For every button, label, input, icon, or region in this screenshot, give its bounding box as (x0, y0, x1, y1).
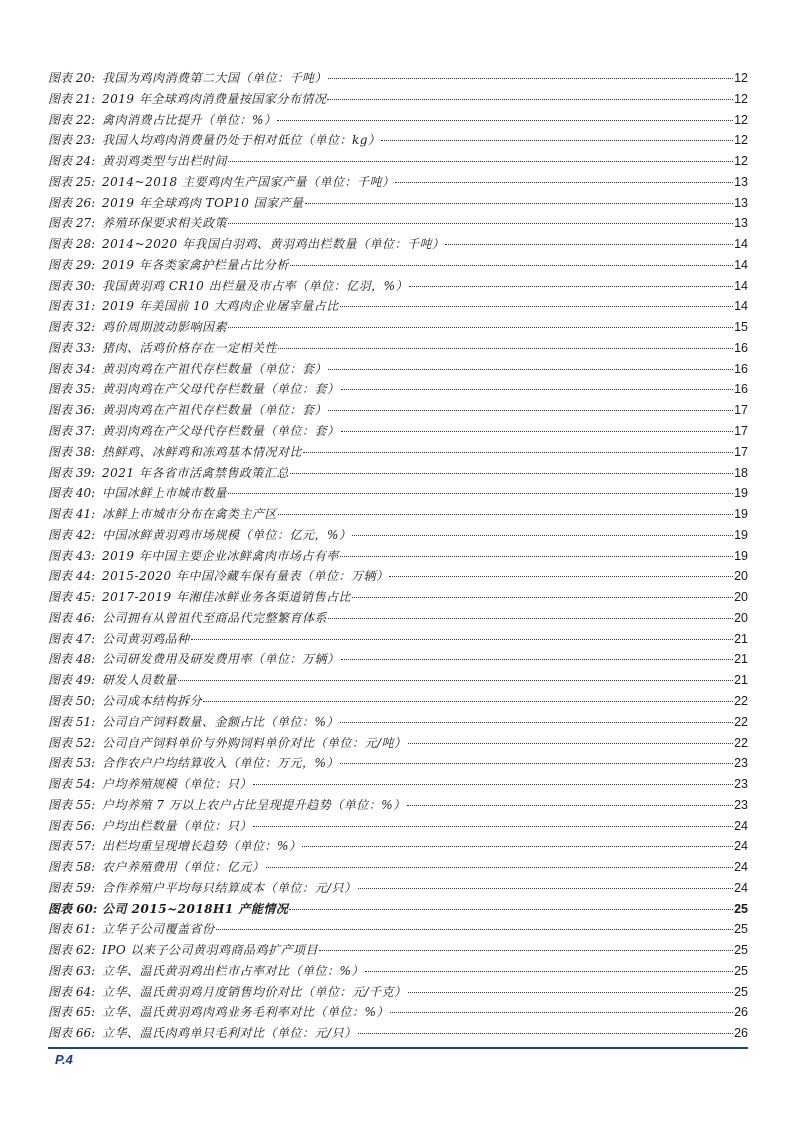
toc-entry-page: 15 (734, 320, 748, 335)
toc-entry[interactable] (48, 795, 748, 816)
toc-entry-label: 图表 20: (48, 71, 96, 85)
dot-leader (445, 244, 733, 245)
toc-entry-title: 公司研发费用及研发费用率（单位：万辆） (102, 652, 340, 667)
toc-entry-label: 图表 41: (48, 507, 96, 522)
toc-entry-title: 我国黄羽鸡 CR10 出栏量及市占率（单位：亿羽，%） (102, 278, 409, 293)
toc-entry[interactable] (48, 566, 748, 587)
toc-entry-label: 图表 32: (48, 320, 96, 335)
toc-entry-title: 冰鲜上市城市分布在禽类主产区 (102, 507, 278, 522)
dot-leader (191, 639, 733, 640)
dot-leader (340, 306, 733, 307)
toc-entry-label: 图表 27: (48, 216, 96, 231)
toc-entry-label: 图表 61: (48, 922, 96, 937)
dot-leader (358, 1033, 733, 1034)
toc-entry[interactable] (48, 670, 748, 691)
toc-entry[interactable] (48, 338, 748, 359)
footer-divider (48, 1047, 748, 1049)
toc-entry-label: 图表 39: (48, 465, 96, 480)
toc-entry-page: 21 (734, 673, 748, 688)
toc-entry-title: 立华、温氏黄羽鸡出栏市占率对比（单位：%） (102, 963, 364, 978)
dot-leader (408, 743, 733, 744)
dot-leader (178, 680, 733, 681)
toc-entry[interactable] (48, 172, 748, 193)
toc-entry-page: 13 (734, 195, 748, 210)
toc-entry-label: 图表 29: (48, 257, 96, 272)
dot-leader (303, 452, 733, 453)
toc-entry-page: 16 (734, 361, 748, 376)
toc-entry[interactable] (48, 255, 748, 276)
toc-entry[interactable] (48, 130, 748, 151)
dot-leader (302, 846, 733, 847)
dot-leader (328, 410, 733, 411)
dot-leader (341, 431, 733, 432)
toc-entry-label: 图表 35: (48, 382, 96, 397)
dot-leader (365, 971, 733, 972)
toc-entry-page: 12 (734, 133, 748, 148)
toc-entry[interactable] (48, 213, 748, 234)
toc-entry-page: 23 (734, 797, 748, 812)
toc-entry[interactable] (48, 359, 748, 380)
toc-entry-label: 图表 40: (48, 486, 96, 501)
toc-entry-page: 19 (734, 507, 748, 522)
toc-entry[interactable] (48, 1002, 748, 1023)
toc-entry-title: 公司自产饲料数量、金额占比（单位：%） (102, 714, 339, 729)
toc-entry-title: 2015-2020 年中国冷藏车保有量表（单位：万辆） (102, 569, 389, 584)
toc-entry[interactable] (48, 982, 748, 1003)
dot-leader (407, 805, 733, 806)
dot-leader (341, 659, 733, 660)
toc-entry-page: 20 (734, 569, 748, 584)
toc-entry-page: 22 (734, 693, 748, 708)
toc-entry[interactable] (48, 733, 748, 754)
toc-entry[interactable] (48, 940, 748, 961)
dot-leader (278, 514, 733, 515)
toc-entry-title: 立华、温氏黄羽鸡月度销售均价对比（单位：元/千克） (102, 984, 407, 999)
toc-entry[interactable] (48, 629, 748, 650)
toc-entry-page: 14 (734, 278, 748, 293)
toc-entry-page: 25 (734, 922, 748, 937)
dot-leader (290, 265, 733, 266)
toc-entry-page: 17 (734, 444, 748, 459)
toc-entry-label: 图表 36: (48, 403, 96, 418)
dot-leader (216, 929, 733, 930)
toc-entry-title: 立华子公司覆盖省份 (102, 922, 215, 937)
toc-entry-page: 13 (734, 216, 748, 231)
toc-entry-title: 公司自产饲料单价与外购饲料单价对比（单位：元/吨） (102, 735, 407, 750)
toc-entry-page: 16 (734, 382, 748, 397)
toc-entry-title: 黄羽鸡类型与出栏时间 (102, 154, 228, 169)
toc-entry-title: 2019 年美国前 10 大鸡肉企业屠宰量占比 (102, 299, 339, 314)
toc-entry-label: 图表 65: (48, 1005, 96, 1020)
toc-entry-title: 黄羽肉鸡在产父母代存栏数量（单位：套） (102, 382, 340, 397)
toc-entry-label: 图表 48: (48, 652, 96, 667)
toc-entry-label: 图表 24: (48, 154, 96, 169)
toc-entry-page: 12 (734, 71, 748, 85)
dot-leader (290, 473, 733, 474)
footer-page-number: P.4 (55, 1052, 73, 1067)
toc-entry[interactable] (48, 546, 748, 567)
toc-entry-title: 户均出栏数量（单位：只） (102, 818, 253, 833)
toc-entry-title: 黄羽肉鸡在产父母代存栏数量（单位：套） (102, 424, 340, 439)
table-of-figures (48, 68, 748, 1044)
toc-entry-page: 21 (734, 631, 748, 646)
toc-entry-page: 16 (734, 340, 748, 355)
toc-entry-page: 14 (734, 257, 748, 272)
toc-entry-title: 黄羽肉鸡在产祖代存栏数量（单位：套） (102, 361, 328, 376)
toc-entry-title: 2021 年各省市活禽禁售政策汇总 (102, 465, 289, 480)
toc-entry-title: 黄羽肉鸡在产祖代存栏数量（单位：套） (102, 403, 328, 418)
toc-entry-label: 图表 49: (48, 673, 96, 688)
toc-entry-label: 图表 62: (48, 943, 96, 958)
toc-entry-label: 图表 28: (48, 237, 96, 252)
dot-leader (352, 597, 733, 598)
toc-entry-title: 中国冰鲜黄羽鸡市场规模（单位：亿元，%） (102, 527, 352, 542)
toc-entry-title: 禽肉消费占比提升（单位：%） (102, 112, 277, 127)
toc-entry-label: 图表 64: (48, 984, 96, 999)
toc-entry-label: 图表 66: (48, 1026, 96, 1041)
toc-entry-title: 立华、温氏黄羽鸡肉鸡业务毛利率对比（单位：%） (102, 1005, 389, 1020)
toc-entry-label: 图表 47: (48, 631, 96, 646)
toc-entry-label: 图表 21: (48, 91, 96, 106)
toc-entry-label: 图表 50: (48, 693, 96, 708)
dot-leader (305, 203, 733, 204)
toc-entry-title: 2014~2018 主要鸡肉生产国家产量（单位：千吨） (102, 174, 395, 189)
toc-entry-label: 图表 44: (48, 569, 96, 584)
toc-entry[interactable] (48, 712, 748, 733)
toc-entry-title: 农户养殖费用（单位：亿元） (102, 860, 265, 875)
toc-entry-title: 户均养殖规模（单位：只） (102, 777, 253, 792)
toc-entry-title: 中国冰鲜上市城市数量 (102, 486, 228, 501)
toc-entry-title: 公司黄羽鸡品种 (102, 631, 190, 646)
dot-leader (395, 182, 733, 183)
toc-entry[interactable] (48, 421, 748, 442)
toc-entry[interactable] (48, 691, 748, 712)
toc-entry-page: 26 (734, 1005, 748, 1020)
toc-entry-title: 2017-2019 年湘佳冰鲜业务各渠道销售占比 (102, 590, 351, 605)
toc-entry-page: 20 (734, 590, 748, 605)
dot-leader (340, 722, 733, 723)
dot-leader (341, 389, 733, 390)
toc-entry-label: 图表 25: (48, 174, 96, 189)
toc-entry-label: 图表 42: (48, 527, 96, 542)
toc-entry-label: 图表 60: (48, 901, 98, 916)
toc-entry-label: 图表 55: (48, 797, 96, 812)
toc-entry[interactable] (48, 919, 748, 940)
toc-entry-page: 14 (734, 299, 748, 314)
toc-entry[interactable] (48, 961, 748, 982)
dot-leader (358, 888, 733, 889)
toc-entry-page: 17 (734, 403, 748, 418)
toc-entry-label: 图表 63: (48, 963, 96, 978)
toc-entry-title: 鸡价周期波动影响因素 (102, 320, 228, 335)
toc-entry-title: 我国为鸡肉消费第二大国（单位：千吨） (102, 71, 328, 85)
toc-entry-title: 猪肉、活鸡价格存在一定相关性 (102, 340, 278, 355)
toc-entry-label: 图表 46: (48, 610, 96, 625)
toc-entry-title: 2019 年全球鸡肉 TOP10 国家产量 (102, 195, 304, 210)
dot-leader (253, 784, 733, 785)
dot-leader (328, 369, 733, 370)
toc-entry-page: 12 (734, 154, 748, 169)
toc-entry[interactable] (48, 110, 748, 131)
toc-entry[interactable] (48, 442, 748, 463)
toc-entry[interactable] (48, 878, 748, 899)
toc-entry-title: 2014~2020 年我国白羽鸡、黄羽鸡出栏数量（单位：千吨） (102, 237, 445, 252)
dot-leader (409, 286, 733, 287)
dot-leader (228, 493, 733, 494)
toc-entry-title: 研发人员数量 (102, 673, 178, 688)
toc-entry[interactable] (48, 276, 748, 297)
toc-entry-label: 图表 33: (48, 340, 96, 355)
toc-entry[interactable] (48, 899, 748, 920)
toc-entry[interactable] (48, 151, 748, 172)
toc-entry-page: 13 (734, 174, 748, 189)
toc-entry-title: 立华、温氏肉鸡单只毛利对比（单位：元/只） (102, 1026, 357, 1041)
dot-leader (203, 701, 733, 702)
toc-entry-page: 19 (734, 486, 748, 501)
toc-entry-label: 图表 30: (48, 278, 96, 293)
toc-entry-page: 24 (734, 880, 748, 895)
toc-entry[interactable] (48, 504, 748, 525)
toc-entry[interactable] (48, 317, 748, 338)
toc-entry[interactable] (48, 774, 748, 795)
dot-leader (228, 161, 733, 162)
toc-entry[interactable] (48, 463, 748, 484)
toc-entry-label: 图表 31: (48, 299, 96, 314)
toc-entry-page: 24 (734, 818, 748, 833)
toc-entry-page: 26 (734, 1026, 748, 1041)
toc-entry[interactable] (48, 234, 748, 255)
toc-entry-title: 公司 2015~2018H1 产能情况 (102, 901, 289, 916)
dot-leader (408, 992, 733, 993)
toc-entry-page: 25 (734, 963, 748, 978)
dot-leader (328, 618, 733, 619)
toc-entry-page: 21 (734, 652, 748, 667)
toc-entry[interactable] (48, 379, 748, 400)
toc-entry-label: 图表 23: (48, 133, 96, 148)
toc-entry-title: 出栏均重呈现增长趋势（单位：%） (102, 839, 302, 854)
dot-leader (319, 950, 733, 951)
toc-entry[interactable] (48, 857, 748, 878)
toc-entry[interactable] (48, 1023, 748, 1044)
dot-leader (327, 99, 733, 100)
dot-leader (277, 120, 733, 121)
toc-entry-page: 23 (734, 777, 748, 792)
dot-leader (340, 763, 733, 764)
toc-entry-label: 图表 54: (48, 777, 96, 792)
toc-entry-title: 合作养殖户平均每只结算成本（单位：元/只） (102, 880, 357, 895)
toc-entry-title: 热鲜鸡、冰鲜鸡和冻鸡基本情况对比 (102, 444, 303, 459)
toc-entry-label: 图表 56: (48, 818, 96, 833)
toc-entry-label: 图表 52: (48, 735, 96, 750)
toc-entry-page: 12 (734, 112, 748, 127)
toc-entry-label: 图表 38: (48, 444, 96, 459)
toc-entry-label: 图表 43: (48, 548, 96, 563)
toc-entry[interactable] (48, 649, 748, 670)
dot-leader (278, 348, 733, 349)
toc-entry-page: 18 (734, 465, 748, 480)
dot-leader (253, 826, 733, 827)
toc-entry[interactable] (48, 483, 748, 504)
toc-entry-title: 合作农户户均结算收入（单位：万元，%） (102, 756, 339, 771)
toc-entry-title: 我国人均鸡肉消费量仍处于相对低位（单位：kg） (102, 133, 381, 148)
toc-entry[interactable] (48, 193, 748, 214)
toc-entry[interactable] (48, 68, 748, 89)
toc-entry[interactable] (48, 816, 748, 837)
toc-entry-page: 20 (734, 610, 748, 625)
toc-entry-page: 23 (734, 756, 748, 771)
toc-entry-label: 图表 26: (48, 195, 96, 210)
toc-entry-title: 2019 年全球鸡肉消费量按国家分布情况 (102, 91, 327, 106)
toc-entry-page: 17 (734, 424, 748, 439)
toc-entry-title: 公司拥有从曾祖代至商品代完整繁育体系 (102, 610, 328, 625)
toc-entry-label: 图表 58: (48, 860, 96, 875)
dot-leader (390, 1012, 733, 1013)
toc-entry-page: 25 (734, 943, 748, 958)
dot-leader (228, 223, 733, 224)
dot-leader (266, 867, 733, 868)
toc-entry-page: 12 (734, 91, 748, 106)
toc-entry-title: 2019 年各类家禽护栏量占比分析 (102, 257, 289, 272)
toc-entry-page: 19 (734, 548, 748, 563)
toc-entry-page: 24 (734, 839, 748, 854)
toc-entry-title: IPO 以来子公司黄羽鸡商品鸡扩产项目 (102, 943, 318, 958)
toc-entry[interactable] (48, 836, 748, 857)
toc-entry-label: 图表 51: (48, 714, 96, 729)
toc-entry-page: 19 (734, 527, 748, 542)
toc-entry-label: 图表 37: (48, 424, 96, 439)
dot-leader (289, 909, 733, 910)
toc-entry-label: 图表 45: (48, 590, 96, 605)
toc-entry[interactable] (48, 587, 748, 608)
toc-entry-title: 公司成本结构拆分 (102, 693, 203, 708)
dot-leader (381, 140, 733, 141)
toc-entry-page: 25 (734, 984, 748, 999)
toc-entry-page: 14 (734, 237, 748, 252)
toc-entry-label: 图表 57: (48, 839, 96, 854)
toc-entry-title: 养殖环保要求相关政策 (102, 216, 228, 231)
dot-leader (228, 327, 733, 328)
toc-entry[interactable] (48, 608, 748, 629)
toc-entry[interactable] (48, 400, 748, 421)
toc-entry-label: 图表 53: (48, 756, 96, 771)
toc-entry-label: 图表 34: (48, 361, 96, 376)
toc-entry-page: 22 (734, 735, 748, 750)
toc-entry-label: 图表 59: (48, 880, 96, 895)
toc-entry-page: 25 (734, 901, 748, 916)
toc-entry[interactable] (48, 89, 748, 110)
toc-entry[interactable] (48, 525, 748, 546)
toc-entry[interactable] (48, 296, 748, 317)
dot-leader (352, 535, 733, 536)
toc-entry[interactable] (48, 753, 748, 774)
dot-leader (340, 556, 733, 557)
toc-entry-page: 22 (734, 714, 748, 729)
dot-leader (389, 576, 733, 577)
toc-entry-label: 图表 22: (48, 112, 96, 127)
toc-entry-page: 24 (734, 860, 748, 875)
toc-entry-title: 户均养殖 7 万以上农户占比呈现提升趋势（单位：%） (102, 797, 406, 812)
dot-leader (328, 78, 733, 79)
toc-entry-title: 2019 年中国主要企业冰鲜禽肉市场占有率 (102, 548, 339, 563)
